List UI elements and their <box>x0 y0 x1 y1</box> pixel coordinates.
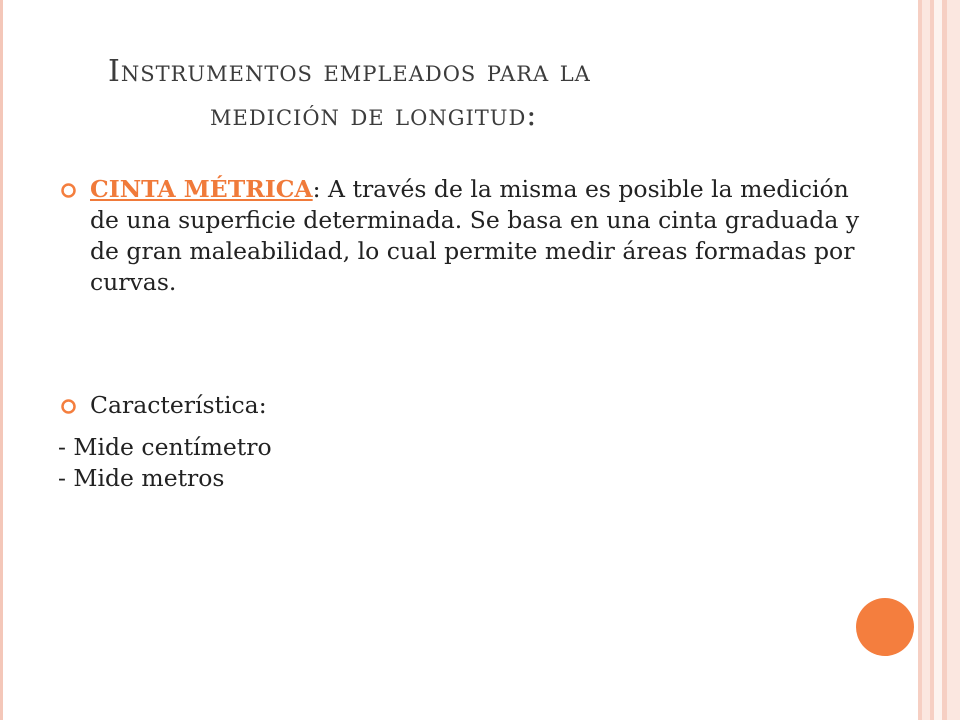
bullet-content <box>90 174 880 298</box>
right-stripe <box>934 0 942 720</box>
title-line-2: medición de longitud: <box>210 98 538 133</box>
list-item: - Mide metros <box>58 464 225 492</box>
right-stripe <box>947 0 960 720</box>
bullet-text: : A través de la misma es posible la medición de una superficie determinada. Se basa en una cinta graduada y de gran maleabilidad, lo cual permite medir áreas formadas por curvas. <box>90 175 860 296</box>
ring-bullet-icon <box>60 398 77 415</box>
right-stripe <box>922 0 930 720</box>
left-border <box>0 0 3 720</box>
slide-title <box>108 50 828 138</box>
list-item: - Mide centímetro <box>58 433 272 461</box>
orange-circle <box>856 598 914 656</box>
bullet-content <box>90 390 880 421</box>
title-line-1: Instrumentos empleados para la <box>108 54 591 89</box>
ring-bullet-icon <box>60 182 77 199</box>
bullet-text: Característica: <box>90 391 267 419</box>
term-link[interactable]: CINTA MÉTRICA <box>90 175 313 203</box>
characteristics-list <box>58 432 272 494</box>
